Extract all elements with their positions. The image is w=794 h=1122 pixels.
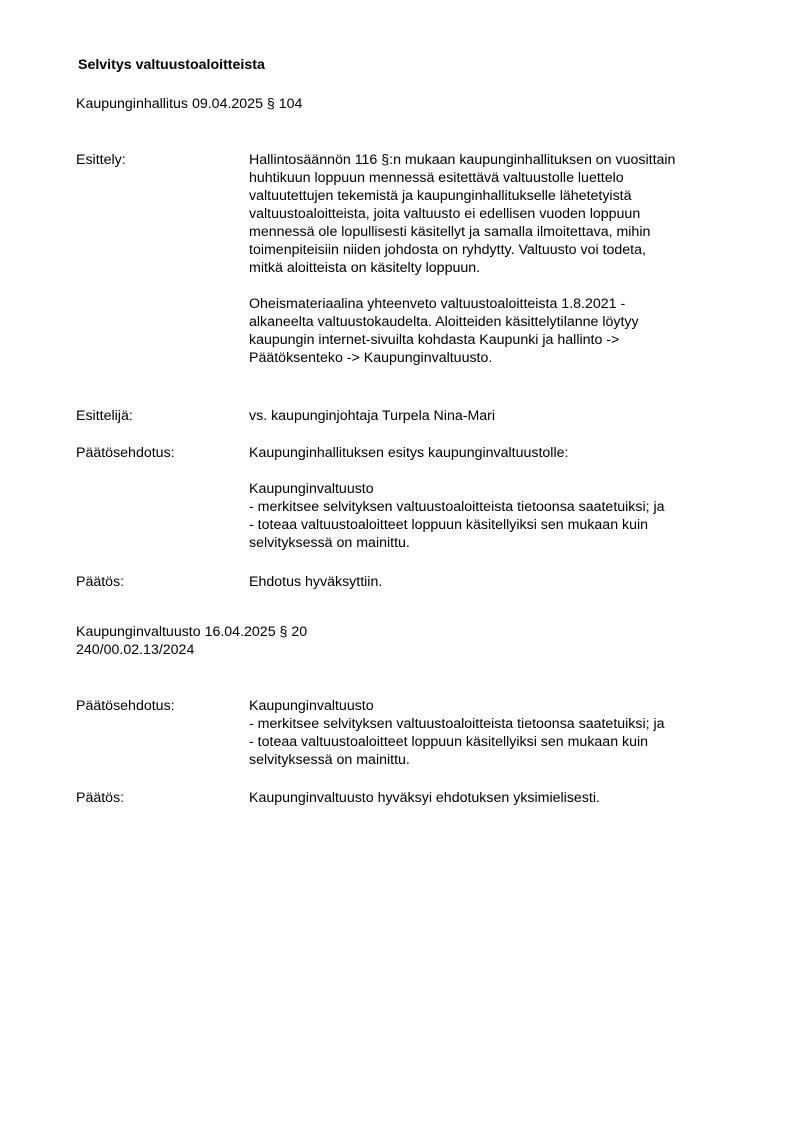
paatosehdotus-line: selvityksessä on mainittu.: [249, 535, 410, 551]
esittely-line: Hallintosäännön 116 §:n mukaan kaupunginhallituksen on vuosittain: [249, 152, 676, 168]
esittely-line: valtuutettujen tekemistä ja kaupunginhallitukselle lähetetyistä: [249, 188, 632, 204]
paatosehdotus-kh-content: [249, 444, 739, 552]
paatosehdotus-line: Kaupunginvaltuusto: [249, 698, 374, 714]
paatosehdotus-line: - merkitsee selvityksen valtuustoaloitteista tietoonsa saatetuiksi; ja: [249, 499, 665, 515]
paatosehdotus-line: - toteaa valtuustoaloitteet loppuun käsitellyiksi sen mukaan kuin: [249, 517, 649, 533]
paatos-label: Päätös:: [76, 790, 125, 806]
esittely-line: Oheismateriaalina yhteenveto valtuustoaloitteista 1.8.2021 -: [249, 296, 626, 312]
esittelija-label: Esittelijä:: [76, 408, 133, 424]
paatos-value: Ehdotus hyväksyttiin.: [249, 574, 383, 590]
esittely-line: toimenpiteisiin niiden johdosta on ryhdytty. Valtuusto voi todeta,: [249, 242, 646, 258]
document-title: Selvitys valtuustoaloitteista: [78, 57, 265, 73]
paatos-kv-content: [249, 789, 739, 807]
esittelija-content: [249, 407, 739, 425]
esittely-line: Päätöksenteko -> Kaupunginvaltuusto.: [249, 350, 493, 366]
esittelija-value: vs. kaupunginjohtaja Turpela Nina-Mari: [249, 408, 496, 424]
esittely-content: [249, 151, 739, 367]
esittely-line: kaupungin internet-sivuilta kohdasta Kaupunki ja hallinto ->: [249, 332, 620, 348]
esittely-line: valtuustoaloitteista, joita valtuusto ei edellisen vuoden loppuun: [249, 206, 641, 222]
paatosehdotus-intro: Kaupunginhallituksen esitys kaupunginvaltuustolle:: [249, 445, 569, 461]
paatos-value: Kaupunginvaltuusto hyväksyi ehdotuksen yksimielisesti.: [249, 790, 600, 806]
paatosehdotus-label: Päätösehdotus:: [76, 698, 175, 714]
esittely-line: huhtikuun loppuun mennessä esitettävä valtuustolle luettelo: [249, 170, 624, 186]
esittely-line: mennessä ole lopullisesti käsitellyt ja samalla ilmoitettava, mihin: [249, 224, 651, 240]
esittely-line: alkaneelta valtuustokaudelta. Aloitteiden käsittelytilanne löytyy: [249, 314, 639, 330]
diary-number: 240/00.02.13/2024: [76, 642, 195, 658]
esittely-line: mitkä aloitteista on käsitelty loppuun.: [249, 260, 481, 276]
paatos-kh-content: [249, 573, 739, 591]
kh-meeting-header: Kaupunginhallitus 09.04.2025 § 104: [76, 96, 303, 112]
paatosehdotus-label: Päätösehdotus:: [76, 445, 175, 461]
paatosehdotus-line: Kaupunginvaltuusto: [249, 481, 374, 497]
paatosehdotus-line: selvityksessä on mainittu.: [249, 752, 410, 768]
paatosehdotus-kv-content: [249, 697, 739, 769]
kv-meeting-header: Kaupunginvaltuusto 16.04.2025 § 20: [76, 624, 308, 640]
paatosehdotus-line: - toteaa valtuustoaloitteet loppuun käsitellyiksi sen mukaan kuin: [249, 734, 649, 750]
esittely-label: Esittely:: [76, 152, 126, 168]
paatosehdotus-line: - merkitsee selvityksen valtuustoaloitteista tietoonsa saatetuiksi; ja: [249, 716, 665, 732]
paatos-label: Päätös:: [76, 574, 125, 590]
